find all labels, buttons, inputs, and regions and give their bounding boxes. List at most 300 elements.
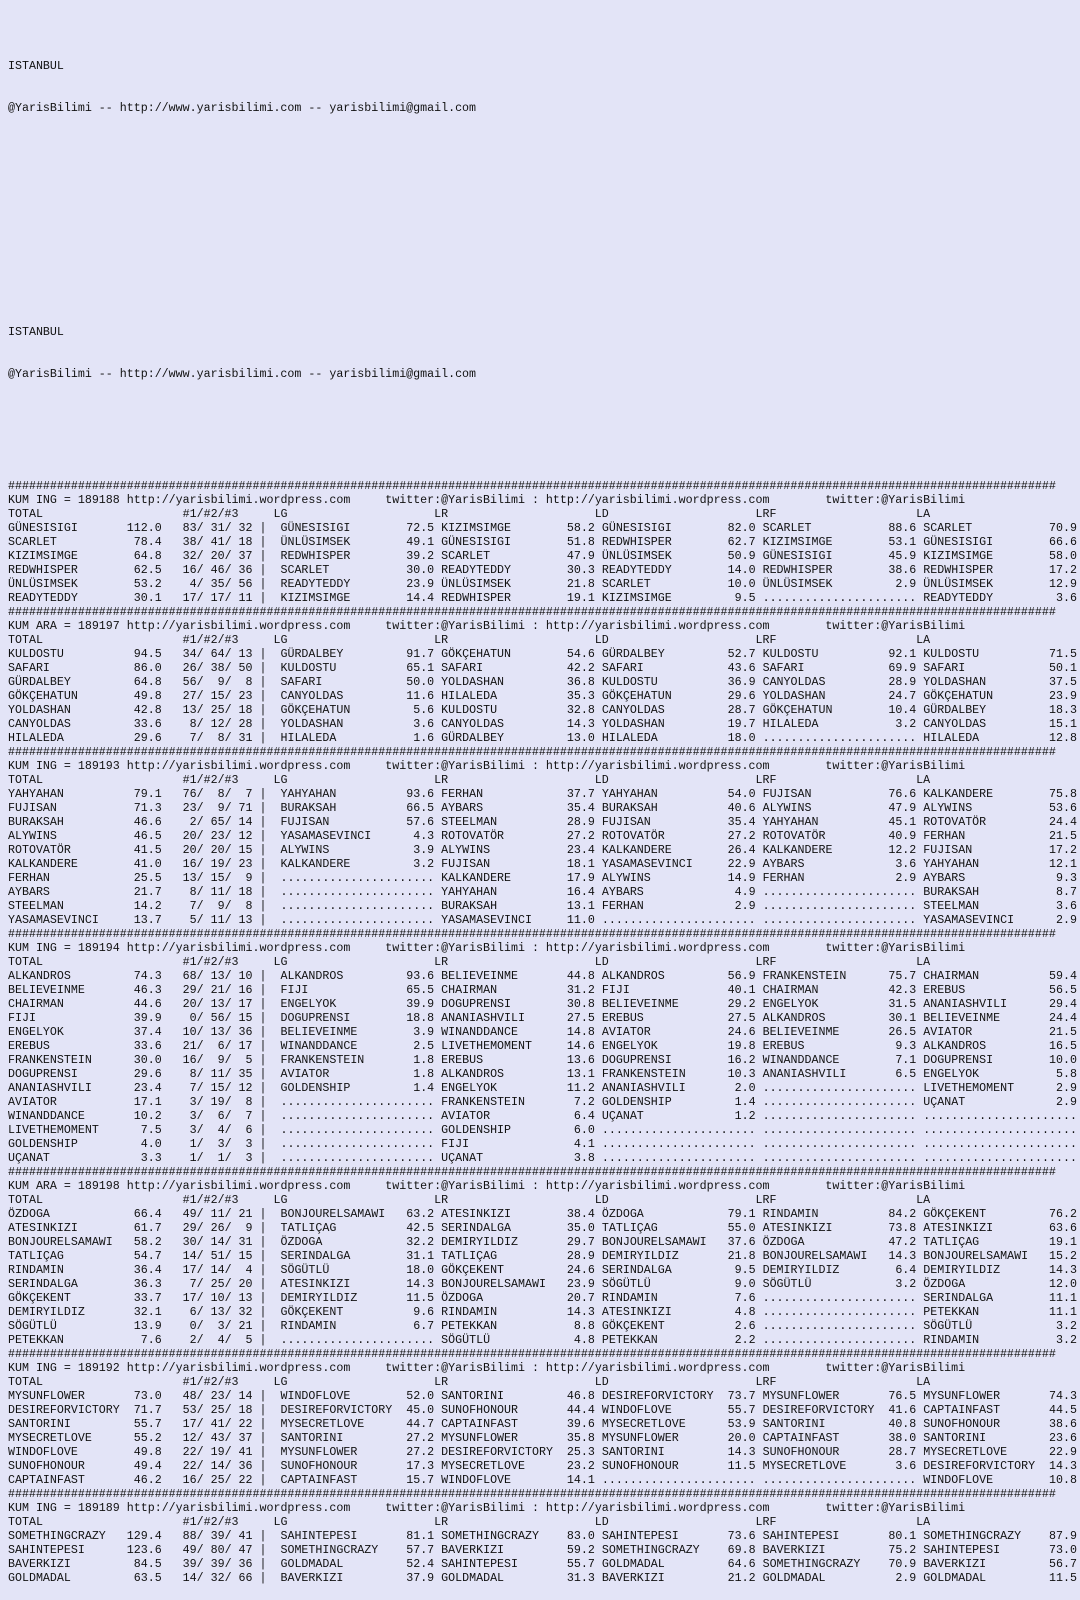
placings: 17/ 17/ 11 | <box>161 592 281 605</box>
table-row <box>8 1334 1080 1348</box>
horse-name: SAFARI <box>280 676 400 689</box>
total-score: 55.7 <box>119 1418 162 1431</box>
horse-name: ÜNLÜSIMSEK <box>8 578 120 591</box>
header-la: LA <box>916 956 931 969</box>
gap <box>756 676 763 689</box>
gap <box>756 1474 763 1487</box>
horse-name: ALYWINS <box>280 844 400 857</box>
gap <box>756 1236 763 1249</box>
score-value: 28.7 <box>720 704 756 717</box>
gap <box>595 1082 602 1095</box>
score-cell-lrf <box>763 522 924 535</box>
score-cell-lrf <box>763 1278 924 1291</box>
score-cell-ld <box>602 1082 763 1095</box>
horse-name: YAHYAHAN <box>762 816 882 829</box>
score-cell-ld <box>602 718 763 731</box>
gap <box>434 1544 441 1557</box>
horse-name: SAHINTEPESI <box>280 1530 400 1543</box>
horse-name: ÖZDOGA <box>8 1208 120 1221</box>
score-value: 19.1 <box>559 592 595 605</box>
header-places: #1/#2/#3 <box>182 634 274 647</box>
horse-name: REDWHISPER <box>441 592 560 605</box>
score-value: 47.2 <box>881 1236 917 1249</box>
table-row <box>8 578 1080 592</box>
horse-name: ................. <box>280 900 400 913</box>
total-score: 36.4 <box>119 1264 162 1277</box>
horse-name: FUJISAN <box>8 802 120 815</box>
total-score: 7.5 <box>119 1124 162 1137</box>
gap <box>756 1320 763 1333</box>
score-value: 2.0 <box>720 1082 756 1095</box>
placings: 7/ 8/ 31 | <box>161 732 281 745</box>
horse-name: BURAKSAH <box>441 900 560 913</box>
gap <box>595 662 602 675</box>
placings: 30/ 14/ 31 | <box>161 1236 281 1249</box>
site-url: http://yarisbilimi.wordpress.com <box>126 1362 351 1375</box>
score-cell-lg <box>280 648 441 661</box>
score-cell-ld <box>602 1124 763 1137</box>
horse-name: ANANIASHVILI <box>441 1012 560 1025</box>
gap <box>595 1096 602 1109</box>
horse-name: SANTORINI <box>601 1446 721 1459</box>
score-cell-lr <box>441 732 602 745</box>
horse-name: KULDOSTU <box>923 648 1043 661</box>
horse-name: CAPTAINFAST <box>762 1432 882 1445</box>
horse-name: ANANIASHVILI <box>762 1068 882 1081</box>
column-header-line <box>8 1376 1080 1390</box>
score-cell-lg <box>280 1208 441 1221</box>
race-title: KUM ING = 189192 <box>8 1362 127 1375</box>
score-cell-la <box>923 1124 1077 1137</box>
score-cell-ld <box>602 1292 763 1305</box>
total-score: 13.7 <box>119 914 162 927</box>
horse-name: ................. <box>762 1138 882 1151</box>
header-ld: LD <box>594 1194 756 1207</box>
gap <box>756 1264 763 1277</box>
gap <box>595 1264 602 1277</box>
score-cell-lr <box>441 1404 602 1417</box>
horse-name: SERINDALGA <box>601 1264 721 1277</box>
horse-name: KALKANDERE <box>923 788 1043 801</box>
twitter-handle: twitter:@YarisBilimi <box>825 620 966 633</box>
score-cell-lg <box>280 1124 441 1137</box>
score-cell-ld <box>602 578 763 591</box>
gap <box>434 1404 441 1417</box>
horse-name: HILALEDA <box>601 732 721 745</box>
horse-name: YOLDASHAN <box>280 718 400 731</box>
horse-name: REDWHISPER <box>923 564 1043 577</box>
score-value: 12.8 <box>1042 732 1077 745</box>
score-value: 56.9 <box>720 970 756 983</box>
score-cell-lg <box>280 1138 441 1151</box>
horse-name: ................. <box>762 1124 882 1137</box>
twitter-handle: twitter:@YarisBilimi <box>825 1502 966 1515</box>
horse-name: CANYOLDAS <box>601 704 721 717</box>
score-value: 44.4 <box>559 1404 595 1417</box>
table-row <box>8 550 1080 564</box>
score-value: 81.1 <box>399 1530 435 1543</box>
gap <box>595 1572 602 1585</box>
score-value: 76.2 <box>1042 1208 1077 1221</box>
score-cell-lr <box>441 1264 602 1277</box>
horse-name: ALKANDROS <box>762 1012 882 1025</box>
score-cell-la <box>923 1040 1077 1053</box>
gap <box>756 1558 763 1571</box>
horse-name: EREBUS <box>8 1040 120 1053</box>
score-value: ..... <box>881 1096 917 1109</box>
score-cell-la <box>923 718 1077 731</box>
score-cell-lr <box>441 1432 602 1445</box>
score-value: 44.5 <box>1042 1404 1077 1417</box>
score-cell-la <box>923 1026 1077 1039</box>
score-value: 19.1 <box>1042 1236 1077 1249</box>
horse-name: ................. <box>601 1474 721 1487</box>
horse-name: ................. <box>762 1110 882 1123</box>
score-cell-lg <box>280 970 441 983</box>
horse-name: RINDAMIN <box>8 1264 120 1277</box>
horse-name: ALKANDROS <box>441 1068 560 1081</box>
gap <box>434 1530 441 1543</box>
horse-name: ÖZDOGA <box>762 1236 882 1249</box>
horse-name: GÜRDALBEY <box>280 648 400 661</box>
horse-name: SCARLET <box>280 564 400 577</box>
horse-name: ÜNLÜSIMSEK <box>923 578 1043 591</box>
horse-name: FIJI <box>280 984 400 997</box>
horse-name: ................. <box>762 914 882 927</box>
score-cell-lg <box>280 1404 441 1417</box>
horse-name: SANTORINI <box>280 1432 400 1445</box>
total-score: 129.4 <box>119 1530 162 1543</box>
score-value: 2.9 <box>881 872 917 885</box>
horse-name: RINDAMIN <box>762 1208 882 1221</box>
score-cell-lg <box>280 1152 441 1165</box>
score-value: 2.9 <box>1042 1082 1077 1095</box>
score-value: 54.6 <box>559 648 595 661</box>
score-value: 9.5 <box>720 1264 756 1277</box>
score-value: 82.0 <box>720 522 756 535</box>
score-cell-ld <box>602 1390 763 1403</box>
horse-name: BELIEVEINME <box>280 1026 400 1039</box>
score-cell-ld <box>602 1572 763 1585</box>
total-score: 63.5 <box>119 1572 162 1585</box>
score-cell-ld <box>602 1208 763 1221</box>
horse-name: READYTEDDY <box>601 564 721 577</box>
placings: 22/ 19/ 41 | <box>161 1446 281 1459</box>
score-value: 53.6 <box>1042 802 1077 815</box>
score-cell-lg <box>280 1544 441 1557</box>
placings: 6/ 13/ 32 | <box>161 1306 281 1319</box>
table-row <box>8 1572 1080 1586</box>
score-value: 17.2 <box>1042 844 1077 857</box>
horse-name: SCARLET <box>441 550 560 563</box>
table-row <box>8 732 1080 746</box>
horse-name: KIZIMSIMGE <box>762 536 882 549</box>
score-value: 73.8 <box>881 1222 917 1235</box>
header-total: TOTAL <box>8 508 183 521</box>
horse-name: CHAIRMAN <box>8 998 120 1011</box>
score-value: ..... <box>720 1474 756 1487</box>
race-sections <box>8 480 1080 1586</box>
intro-header-1 <box>8 32 1080 144</box>
horse-name: UÇANAT <box>8 1152 120 1165</box>
header-places: #1/#2/#3 <box>182 1194 274 1207</box>
separator-line: ###################################################################################################################################################### <box>8 1166 1056 1179</box>
score-value: 53.9 <box>720 1418 756 1431</box>
horse-name: SUNOFHONOUR <box>762 1446 882 1459</box>
horse-name: KIZIMSIMGE <box>441 522 560 535</box>
score-value: 3.6 <box>399 718 435 731</box>
score-cell-lr <box>441 1474 602 1487</box>
score-value: 10.3 <box>720 1068 756 1081</box>
gap <box>756 592 763 605</box>
horse-name: SAFARI <box>8 662 120 675</box>
score-cell-ld <box>602 1096 763 1109</box>
horse-name: HILALEDA <box>8 732 120 745</box>
score-cell-lrf <box>763 1012 924 1025</box>
gap <box>595 998 602 1011</box>
horse-name: AYBARS <box>8 886 120 899</box>
separator-line: ###################################################################################################################################################### <box>8 606 1056 619</box>
score-cell-lrf <box>763 732 924 745</box>
score-value: 31.2 <box>559 984 595 997</box>
gap <box>756 1110 763 1123</box>
horse-name: SUNOFHONOUR <box>8 1460 120 1473</box>
score-value: 22.9 <box>1042 1446 1077 1459</box>
score-cell-lrf <box>763 1250 924 1263</box>
score-value: 56.5 <box>1042 984 1077 997</box>
total-score: 78.4 <box>119 536 162 549</box>
horse-name: ................. <box>762 1474 882 1487</box>
score-value: 21.8 <box>559 578 595 591</box>
gap <box>756 844 763 857</box>
score-cell-la <box>923 522 1077 535</box>
city-title: ISTANBUL <box>8 326 64 339</box>
score-cell-ld <box>602 1152 763 1165</box>
table-row <box>8 1012 1080 1026</box>
score-value: 7.2 <box>559 1096 595 1109</box>
score-cell-ld <box>602 900 763 913</box>
score-cell-lg <box>280 844 441 857</box>
gap <box>916 1306 923 1319</box>
score-value: ..... <box>881 1082 917 1095</box>
gap <box>595 1040 602 1053</box>
twitter-handle: twitter:@YarisBilimi <box>825 1362 966 1375</box>
spacer <box>8 438 1080 452</box>
score-value: 14.4 <box>399 592 435 605</box>
score-value: 23.9 <box>1042 690 1077 703</box>
score-value: 45.1 <box>881 816 917 829</box>
horse-name: ENGELYOK <box>441 1082 560 1095</box>
horse-name: YAHYAHAN <box>8 788 120 801</box>
score-value: 14.9 <box>720 872 756 885</box>
horse-name: SAHINTEPESI <box>601 1530 721 1543</box>
score-value: 12.0 <box>1042 1278 1077 1291</box>
site-url: http://yarisbilimi.wordpress.com <box>545 1180 770 1193</box>
score-cell-lr <box>441 1250 602 1263</box>
horse-name: ................. <box>601 1138 721 1151</box>
gap <box>434 1320 441 1333</box>
score-cell-ld <box>602 1446 763 1459</box>
table-row <box>8 788 1080 802</box>
placings: 8/ 11/ 35 | <box>161 1068 281 1081</box>
table-row <box>8 1250 1080 1264</box>
score-cell-lr <box>441 690 602 703</box>
score-cell-la <box>923 536 1077 549</box>
score-cell-la <box>923 1096 1077 1109</box>
horse-name: ................. <box>280 1096 400 1109</box>
race-section <box>8 480 1080 606</box>
horse-name: PETEKKAN <box>441 1320 560 1333</box>
horse-name: RINDAMIN <box>923 1334 1043 1347</box>
score-value: 2.9 <box>720 900 756 913</box>
score-value: 9.3 <box>1042 872 1077 885</box>
gap <box>434 1558 441 1571</box>
score-value: 1.8 <box>399 1054 435 1067</box>
score-value: 35.8 <box>559 1432 595 1445</box>
horse-name: HILALEDA <box>280 732 400 745</box>
horse-name: EREBUS <box>762 1040 882 1053</box>
placings: 29/ 26/ 9 | <box>161 1222 281 1235</box>
score-value: 35.0 <box>559 1222 595 1235</box>
score-cell-lrf <box>763 830 924 843</box>
horse-name: ALKANDROS <box>601 970 721 983</box>
score-cell-ld <box>602 1250 763 1263</box>
header-lrf: LRF <box>755 634 917 647</box>
horse-name: ROTOVATÖR <box>8 844 120 857</box>
horse-name: FUJISAN <box>923 844 1043 857</box>
score-cell-lg <box>280 704 441 717</box>
table-row <box>8 536 1080 550</box>
score-value: 16.4 <box>559 886 595 899</box>
table-row <box>8 830 1080 844</box>
gap <box>595 1418 602 1431</box>
score-value: 66.5 <box>399 802 435 815</box>
total-score: 33.6 <box>119 1040 162 1053</box>
score-cell-la <box>923 830 1077 843</box>
score-value: ..... <box>881 1152 917 1165</box>
horse-name: KULDOSTU <box>280 662 400 675</box>
score-value: 54.0 <box>720 788 756 801</box>
score-cell-lr <box>441 1110 602 1123</box>
score-cell-ld <box>602 1418 763 1431</box>
header-lr: LR <box>434 774 595 787</box>
horse-name: READYTEDDY <box>280 578 400 591</box>
score-cell-lr <box>441 872 602 885</box>
table-row <box>8 970 1080 984</box>
spacer <box>769 620 825 633</box>
score-value: 10.8 <box>1042 1474 1077 1487</box>
gap <box>756 914 763 927</box>
horse-name: LIVETHEMOMENT <box>441 1040 560 1053</box>
score-cell-lr <box>441 1446 602 1459</box>
gap <box>916 1418 923 1431</box>
horse-name: STEELMAN <box>441 816 560 829</box>
placings: 14/ 51/ 15 | <box>161 1250 281 1263</box>
horse-name: FRANKENSTEIN <box>762 970 882 983</box>
score-cell-la <box>923 886 1077 899</box>
horse-name: KULDOSTU <box>441 704 560 717</box>
table-row <box>8 844 1080 858</box>
placings: 16/ 25/ 22 | <box>161 1474 281 1487</box>
score-cell-ld <box>602 788 763 801</box>
total-score: 39.9 <box>119 1012 162 1025</box>
placings: 0/ 56/ 15 | <box>161 1012 281 1025</box>
contact-line: @YarisBilimi -- http://www.yarisbilimi.com -- yarisbilimi@gmail.com <box>8 368 477 381</box>
score-value: 6.4 <box>881 1264 917 1277</box>
horse-name: ................. <box>923 1124 1043 1137</box>
score-value: 4.8 <box>720 1306 756 1319</box>
table-row <box>8 802 1080 816</box>
score-value: 3.6 <box>1042 900 1077 913</box>
score-cell-la <box>923 1054 1077 1067</box>
horse-name: DESIREFORVICTORY <box>8 1404 120 1417</box>
horse-name: REDWHISPER <box>280 550 400 563</box>
score-cell-lg <box>280 676 441 689</box>
score-cell-lr <box>441 1068 602 1081</box>
horse-name: ROTOVATÖR <box>441 830 560 843</box>
horse-name: SÖGÜTLÜ <box>601 1278 721 1291</box>
score-value: 14.6 <box>559 1040 595 1053</box>
horse-name: GÖKÇEHATUN <box>601 690 721 703</box>
horse-name: DOGUPRENSI <box>441 998 560 1011</box>
total-score: 41.0 <box>119 858 162 871</box>
score-value: 12.2 <box>881 844 917 857</box>
score-value: 39.2 <box>399 550 435 563</box>
spacer <box>350 1180 385 1193</box>
twitter-handle: twitter:@YarisBilimi : <box>385 942 546 955</box>
horse-name: BONJOURELSAMAWI <box>441 1278 560 1291</box>
total-score: 66.4 <box>119 1208 162 1221</box>
gap <box>434 1306 441 1319</box>
table-row <box>8 1110 1080 1124</box>
placings: 16/ 46/ 36 | <box>161 564 281 577</box>
score-cell-ld <box>602 1460 763 1473</box>
score-cell-ld <box>602 690 763 703</box>
city-title: ISTANBUL <box>8 60 64 73</box>
race-title-line <box>8 494 1080 508</box>
score-cell-lg <box>280 1264 441 1277</box>
table-row <box>8 564 1080 578</box>
table-row <box>8 1040 1080 1054</box>
score-cell-la <box>923 704 1077 717</box>
horse-name: TATLIÇAG <box>923 1236 1043 1249</box>
score-value: 75.2 <box>881 1544 917 1557</box>
score-value: 79.1 <box>720 1208 756 1221</box>
score-value: 14.3 <box>559 718 595 731</box>
horse-name: SAFARI <box>762 662 882 675</box>
column-header-line <box>8 1194 1080 1208</box>
horse-name: YAHYAHAN <box>280 788 400 801</box>
gap <box>595 704 602 717</box>
score-cell-lrf <box>763 1474 924 1487</box>
gap <box>756 1054 763 1067</box>
score-cell-lr <box>441 1530 602 1543</box>
horse-name: GOLDMADAL <box>280 1558 400 1571</box>
horse-name: CANYOLDAS <box>441 718 560 731</box>
score-value: ..... <box>1042 1110 1077 1123</box>
score-value: 9.5 <box>720 592 756 605</box>
horse-name: BAVERKIZI <box>8 1558 120 1571</box>
horse-name: SOMETHINGCRAZY <box>280 1544 400 1557</box>
horse-name: SOMETHINGCRAZY <box>601 1544 721 1557</box>
horse-name: BELIEVEINME <box>923 1012 1043 1025</box>
horse-name: DESIREFORVICTORY <box>601 1390 721 1403</box>
score-value: 7.1 <box>881 1054 917 1067</box>
placings: 17/ 10/ 13 | <box>161 1292 281 1305</box>
gap <box>595 1054 602 1067</box>
table-row <box>8 1082 1080 1096</box>
score-cell-ld <box>602 564 763 577</box>
